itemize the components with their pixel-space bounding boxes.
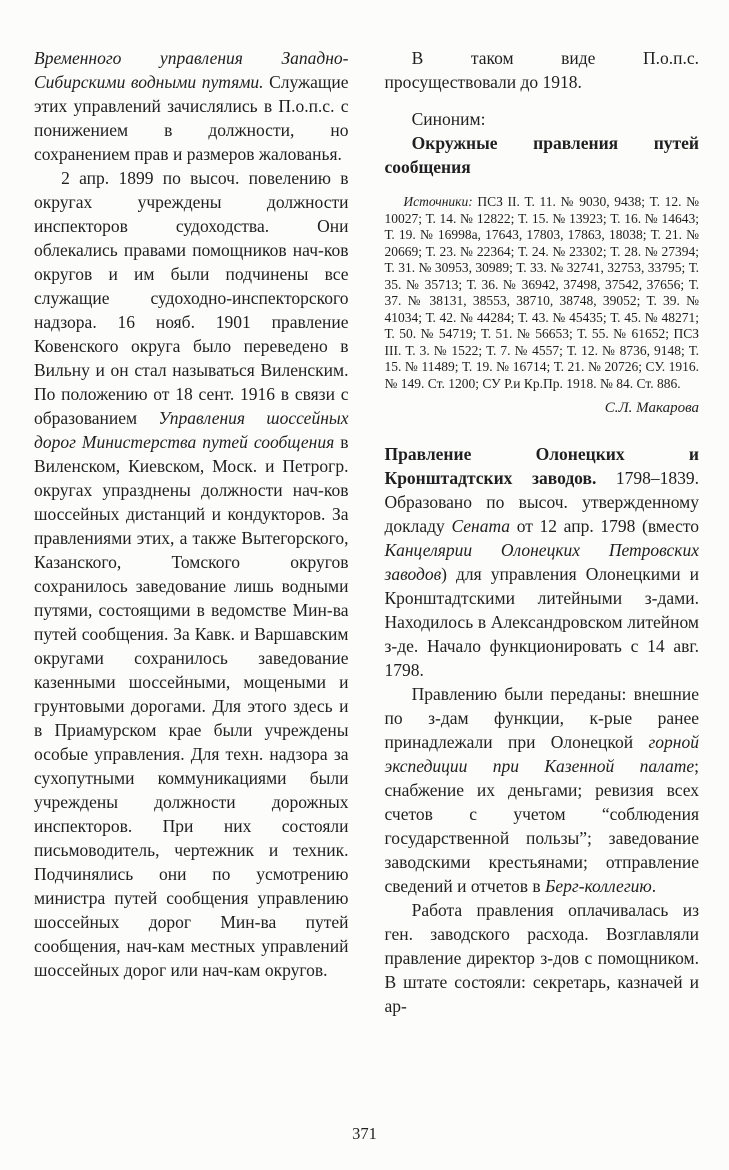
body-paragraph	[385, 46, 700, 94]
sources-paragraph	[385, 194, 700, 392]
text-segment: ПСЗ II. Т. 11. № 9030, 9438; Т. 12. № 10027; Т. 14. № 12822; Т. 15. № 13923; Т. 16. № 14643; Т. 19. № 16998а, 17643, 17803, 17863, 18038; Т. 21. № 20669; Т. 23. № 22364; Т. 24. № 23302; Т. 28. № 27394; Т. 31. № 30953, 30989; Т. 33. № 32741, 32753, 33795; Т. 35. № 35713; Т. 36. № 36942, 37498, 37542, 37656; Т. 37. № 38131, 38553, 38710, 38748, 39052; Т. 39. № 41034; Т. 42. № 44284; Т. 43. № 45435; Т. 45. № 48271; Т. 50. № 54719; Т. 51. № 56653; Т. 55. № 61652; ПСЗ III. Т. 3. № 1522; Т. 7. № 4557; Т. 12. № 8736, 9148; Т. 15. № 11489; Т. 19. № 16714; Т. 21. № 20726; СУ. 1916. № 149. Ст. 1200; СУ Р.и Кр.Пр. 1918. № 84. Ст. 886.	[384, 194, 699, 391]
text-segment: В таком виде П.о.п.с. просуществовали до 1918.	[384, 48, 699, 92]
text-segment: .	[651, 876, 657, 896]
text-segment: Синоним:	[411, 109, 486, 129]
text-segment: ) для управления Олонецкими и Кронштадтскими литейными з-дами. Находилось в Александровском литейном з-де. Начало функционировать с 14 авг. 1798.	[384, 564, 699, 680]
text-segment: 1798–1839. Образовано по высоч. утвержденному докладу	[384, 468, 699, 536]
text-segment: от 12 апр. 1798 (вместо	[510, 516, 700, 536]
entry-lead-paragraph	[385, 442, 700, 682]
body-paragraph	[385, 682, 700, 898]
two-column-text-area	[34, 46, 699, 1018]
text-segment: в Виленском, Киевском, Моск. и Петрогр. округах упразднены должности нач-ков шоссейных дистанций и кондукторов. За правлениями этих, а также Вытегорского, Казанского, Томского округов сохранилось заведование лишь водными путями, состоящими в ведомстве Мин-ва путей сообщения. За Кавк. и Варшавским округами сохранилось заведование казенными шоссейными, мощеными и грунтовыми дорогами. Для этого здесь и в Приамурском крае были учреждены особые управления. Для техн. надзора за сухопутными коммуникациями были учреждены должности дорожных инспекторов. При них состояли письмоводитель, чертежник и техник. Подчинялись они по усмотрению министра путей сообщения управлению шоссейных дорог Мин-ва путей сообщения, нач-кам местных управлений шоссейных дорог или нач-кам округов.	[34, 432, 349, 980]
italic-text-segment: Временного управления Западно-Сибирскими водными путями.	[34, 48, 349, 92]
italic-text-segment: С.Л. Макарова	[604, 400, 699, 416]
italic-text-segment: Берг-коллегию	[545, 876, 652, 896]
synonym-title-paragraph	[385, 131, 700, 179]
body-paragraph	[34, 166, 349, 982]
text-segment: Работа правления оплачивалась из ген. заводского расхода. Возглавляли правление директор з-дов с помощником. В штате состояли: секретарь, казначей и ар-	[384, 900, 699, 1016]
italic-text-segment: горной экспедиции при Казенной палате	[384, 732, 699, 776]
text-segment: ; снабжение их деньгами; ревизия всех счетов с учетом “соблюдения государственной пользы”; заведование заводскими крестьянами; отправление сведений и отчетов в	[384, 756, 699, 896]
text-segment: 2 апр. 1899 по высоч. повелению в округах учреждены должности инспекторов судоходства. Они облекались правами помощников нач-ков округов и им были подчинены все служащие судоходно-инспекторского надзора. 16 нояб. 1901 правление Ковенского округа было переведено в Вильну и он стал называться Виленским. По положению от 18 сент. 1916 в связи с образованием	[34, 168, 349, 428]
bold-text-segment: Окружные правления путей сообщения	[384, 133, 699, 177]
page-number: 371	[352, 1124, 377, 1143]
italic-text-segment: Сената	[451, 516, 511, 536]
author-paragraph	[385, 399, 700, 418]
text-segment: Служащие этих управлений зачислялись в П.о.п.с. с понижением в должности, но сохранением прав и размеров жалованья.	[34, 72, 349, 164]
right-column	[385, 46, 700, 1018]
left-column	[34, 46, 349, 1018]
continuation-paragraph	[34, 46, 349, 166]
italic-text-segment: Источники:	[403, 194, 473, 209]
italic-text-segment: Управления шоссейных дорог Министерства путей сообщения	[34, 408, 349, 452]
text-segment: Правлению были переданы: внешние по з-дам функции, к-рые ранее принадлежали при Олонецкой	[384, 684, 699, 752]
body-paragraph	[385, 898, 700, 1018]
italic-text-segment: Канцелярии Олонецких Петровских заводов	[384, 540, 699, 584]
synonym-label-paragraph	[385, 107, 700, 131]
bold-text-segment: Правление Олонецких и Кронштадтских заводов.	[384, 444, 699, 488]
